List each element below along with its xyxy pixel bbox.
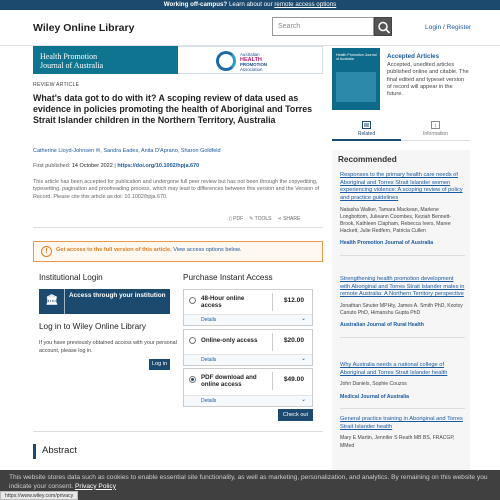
cookie-text [9,474,494,491]
ahpa-logo-icon [216,51,236,71]
purchase-option-row[interactable] [184,290,312,314]
sidebar-tabs [332,118,470,141]
recommended-item-journal: Australian Journal of Rural Health [340,322,424,329]
ahpa-line1: Australian [240,52,260,57]
ahpa-line4: Association [240,67,263,73]
purchase-option[interactable] [183,289,313,326]
accepted-articles-description: Accepted, unedited articles published online and citable. The final edited and typeset version of record will appear in the future. [387,62,469,98]
divider [33,431,323,432]
abstract-heading: Abstract [42,445,77,456]
option-details-toggle[interactable] [184,395,312,406]
institution-button-label: Access through your institution [69,292,166,299]
chevron-down-icon: ⌄ [300,316,306,322]
purchase-option-row[interactable] [184,369,312,395]
tools-label: TOOLS [254,216,272,222]
ahpa-logo-text [240,53,267,73]
login-wol-heading: Log in to Wiley Online Library [39,322,146,331]
recommended-item [340,172,465,256]
access-through-institution-button[interactable] [39,289,170,314]
publication-info [33,163,199,170]
off-campus-text: Learn about our [227,1,275,8]
recommended-item-authors: Mary E Martin, Jennifer S Reath MB BS, FRACGP, MMed [340,435,455,449]
recommended-item-title[interactable]: Why Australia needs a national college of Aboriginal and Torres Strait Islander health [340,362,448,376]
purchase-heading: Purchase Instant Access [183,273,273,282]
option-name: Online-only access [201,337,258,344]
search-input[interactable]: Search [272,17,374,36]
ahpa-line3: PROMOTION [240,62,268,68]
chevron-down-icon: ⌄ [300,397,306,403]
abstract-accent-bar [33,444,36,459]
cover-image [336,72,376,102]
recommended-item [340,416,465,450]
accepted-articles-link[interactable]: Accepted Articles [387,53,440,60]
recommended-item-journal: Health Promotion Journal of Australia [340,240,434,247]
pdf-icon: ▯ [229,216,234,222]
option-radio[interactable] [189,297,196,304]
option-price: $49.00 [283,376,304,383]
pub-separator: | [114,163,118,169]
journal-name-line2: Journal of Australia [40,61,104,71]
recommended-item-title[interactable]: Responses to the primary health care needs of Aboriginal and Torres Strait Islander women experiencing violence: A scoping review of policy and practice guidelines [340,172,463,202]
purchase-option[interactable] [183,368,313,407]
recommended-heading: Recommended [338,155,397,164]
log-in-button[interactable]: Log in [149,359,170,370]
tab-related-label: Related [357,131,376,137]
svg-text:i: i [434,123,437,129]
search-icon [375,18,393,37]
partner-logo [178,46,323,74]
site-header [0,10,500,46]
article-tools [229,216,300,223]
recommended-item-title[interactable]: Strengthening health promotion development with Aboriginal and Torres Strait Islander males in remote Australia: A Northern Territory perspective [340,276,465,298]
share-icon: ⋖ [277,216,284,222]
institution-icon: 🏛 [45,295,59,306]
get-access-alert [33,241,323,262]
institutional-login-heading: Institutional Login [39,273,103,282]
search-button[interactable] [374,17,392,36]
doi-link[interactable]: https://doi.org/10.1002/hpja.670 [117,163,200,169]
recommended-item-authors: John Daniels, Sophie Couzos [340,381,407,388]
related-icon [362,121,371,129]
pub-label: First published: [33,163,71,169]
ahpa-line2: HEALTH [240,56,262,63]
journal-name [33,46,178,74]
tab-information-label: Information [422,131,448,137]
details-label: Details [201,357,217,363]
info-icon [431,121,440,129]
chevron-down-icon: ⌄ [300,356,306,362]
privacy-policy-link[interactable]: Privacy Policy [74,482,117,490]
divider [33,227,323,228]
option-details-toggle[interactable] [184,314,312,325]
recommended-item [340,276,465,338]
accepted-note: This article has been accepted for publication and undergone full peer review but has not been through the copyediting, typesetting, pagination and proofreading process, which may lead to differences between this version and the Version of Record. Please cite this article as doi: 10.1002/hpja.670. [33,179,320,200]
recommended-item-title[interactable]: General practice training in Aboriginal and Torres Strait Islander health [340,416,463,430]
share-button[interactable] [278,216,301,223]
pdf-button[interactable] [229,216,243,223]
login-register-link[interactable]: Login / Register [425,24,472,31]
recommended-item-journal: Medical Journal of Australia [340,393,409,400]
option-price: $20.00 [283,337,304,344]
purchase-option[interactable] [183,329,313,366]
option-separator [272,333,273,351]
remote-access-link[interactable]: remote access options [274,1,337,8]
pdf-label: PDF [233,216,244,222]
check-out-button[interactable]: Check out [278,409,313,421]
tab-related[interactable] [332,118,401,141]
button-separator [64,289,65,314]
option-separator [272,293,273,311]
option-separator [272,372,273,390]
recommended-item-authors: Natasha Walker, Tamara Mackean, Marlene Longbottom, Julieann Coombes, Keziah Bennett-Brook, Kathleen Clapham, Rebecca Ivers, Maree Hackett, Julie Redfern, Patricia Cullen [340,206,452,235]
pub-date: 14 October 2022 [71,163,113,169]
option-details-toggle[interactable] [184,354,312,365]
cover-title: Health Promotion Journal of Australia [336,53,377,61]
article-title: What's data got to do with it? A scoping review of data used as evidence in policies promoting the health of Aboriginal and Torres Strait Islander children in the Northern Territory, Australia [33,93,313,125]
recommended-panel [332,150,470,500]
option-radio-selected[interactable] [189,376,196,383]
wrench-icon: ✎ [249,216,255,222]
author-list[interactable]: Catherine Lloyd-Johnsen ✉, Sandra Eades, Anita D'Aprano, Sharon Goldfeld [33,148,221,154]
login-description: If you have previously obtained access with your personal account, please log in. [39,340,177,354]
info-icon: ! [41,246,52,257]
recommended-item [340,362,465,409]
journal-cover[interactable] [332,48,380,110]
option-radio[interactable] [189,337,196,344]
tab-information[interactable] [401,118,470,141]
article-kicker: REVIEW ARTICLE [33,82,80,88]
divider [340,255,465,256]
recommended-item-authors: Jonathan Sinuter MPHty, James A. Smith PhD, Kootsy Canuto PhD, Himanshu Gupta PhD [340,303,463,317]
tools-button[interactable] [249,216,271,223]
details-label: Details [201,398,217,404]
view-access-options-link[interactable]: View access options below. [173,247,242,253]
details-label: Details [201,317,217,323]
get-access-bold: Get access to the full version of this article. [56,247,172,253]
option-name: 48-Hour online access [201,295,245,309]
off-campus-bold: Working off-campus? [163,1,228,8]
wiley-logo[interactable]: Wiley Online Library [33,22,135,34]
cookie-message: This website stores data such as cookies to enable essential site functionality, as well as marketing, personalization, and analytics. By remaining on this website you indicate your consent. [9,474,488,490]
divider [340,408,465,409]
divider [340,337,465,338]
status-bar-url: https://www.wiley.com/privacy [0,491,78,500]
option-name: PDF download and online access [201,374,257,388]
off-campus-banner [0,0,500,10]
option-price: $12.00 [283,297,304,304]
journal-name-line1: Health Promotion [40,52,98,61]
share-label: SHARE [283,216,301,222]
journal-banner[interactable] [33,46,323,74]
purchase-option-row[interactable] [184,330,312,354]
